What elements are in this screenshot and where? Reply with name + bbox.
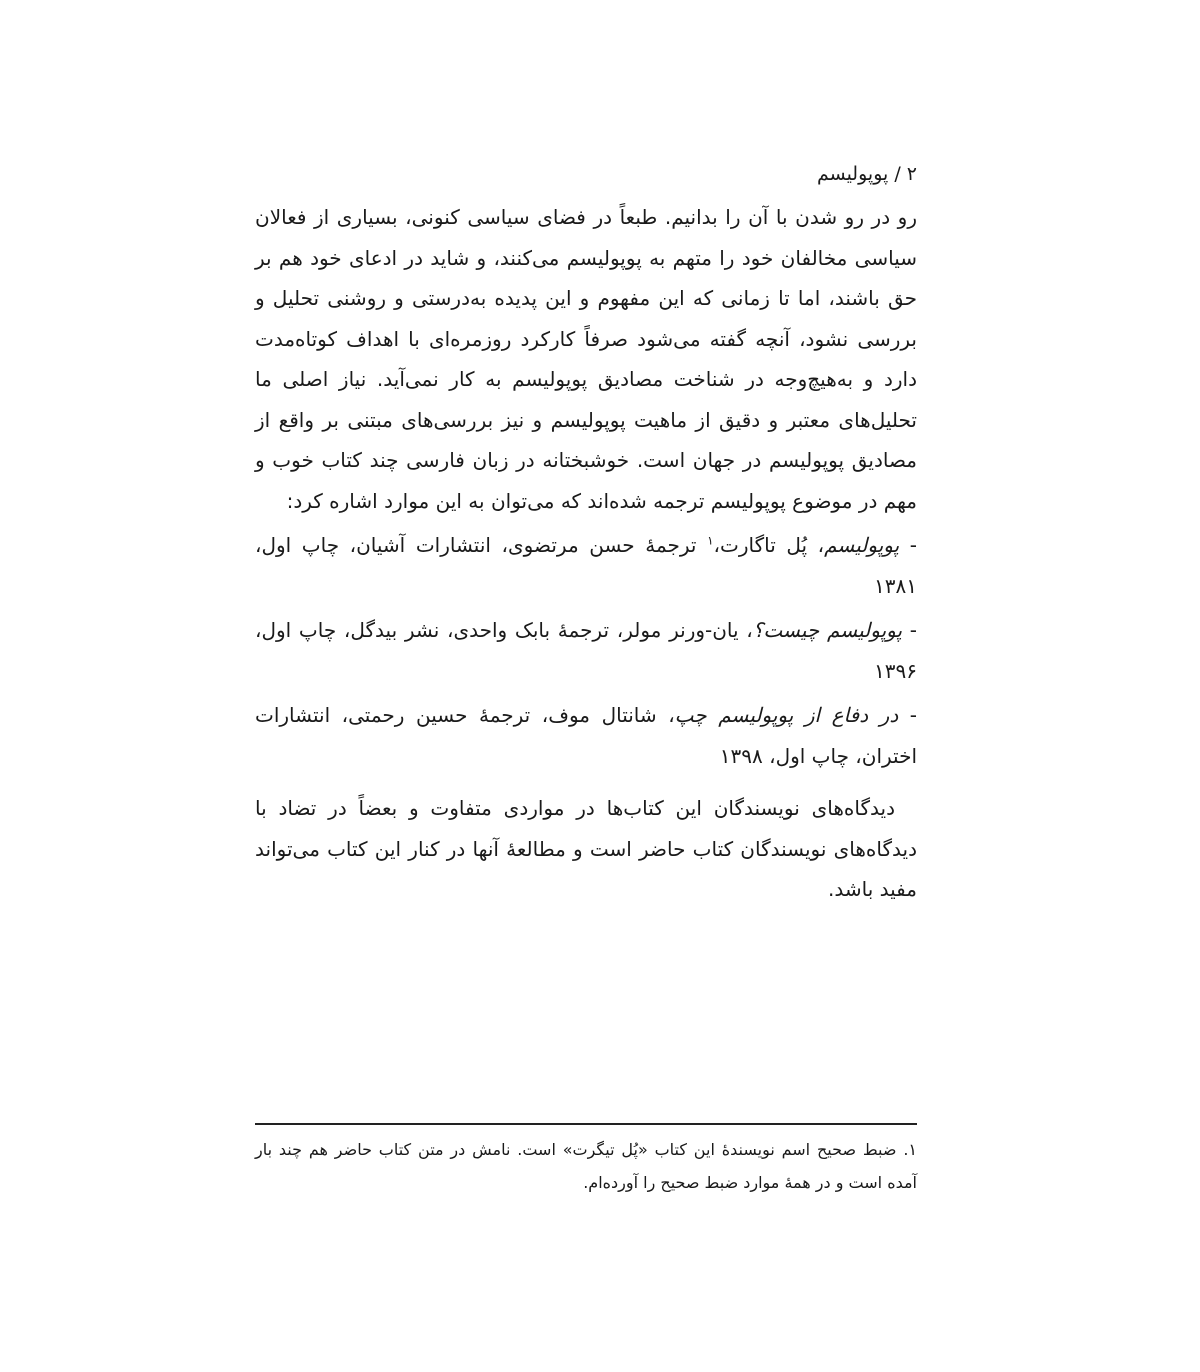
- footnote-marker: ۱: [707, 533, 714, 548]
- reference-details: ، شانتال موف، ترجمهٔ حسین رحمتی، انتشارات اختران، چاپ اول، ۱۳۹۸: [255, 703, 917, 768]
- reference-item-3: [255, 695, 917, 776]
- running-head: ۲ / پوپولیسم: [816, 163, 917, 185]
- reference-details: ، یان-ورنر مولر، ترجمهٔ بابک واحدی، نشر بیدگل، چاپ اول، ۱۳۹۶: [255, 618, 917, 683]
- footnote-divider: [255, 1123, 917, 1125]
- reference-title: پوپولیسم چیست؟: [752, 618, 903, 642]
- reference-item-1: [255, 525, 917, 606]
- reference-title: در دفاع از پوپولیسم چپ: [674, 703, 899, 727]
- reference-author: ، پُل تاگارت،: [713, 533, 825, 557]
- reference-dash: -: [899, 533, 917, 557]
- footnote-text: ۱. ضبط صحیح اسم نویسندهٔ این کتاب «پُل تیگرت» است. نامش در متن کتاب حاضر هم چند بار آمده است و در همهٔ موارد ضبط صحیح را آورده‌ام.: [255, 1140, 917, 1192]
- paragraph-intro: رو در رو شدن با آن را بدانیم. طبعاً در فضای سیاسی کنونی، بسیاری از فعالان سیاسی مخالفان خود را متهم به پوپولیسم می‌کنند، و شاید در ادعای خود هم بر حق باشند، اما تا زمانی که این مفهوم و این پدیده به‌درستی و روشنی تحلیل و بررسی نشود، آنچه گفته می‌شود صرفاً کارکرد روزمره‌ای با اهداف کوتاه‌مدت دارد و به‌هیچ‌وجه در شناخت مصادیق پوپولیسم به کار نمی‌آید. نیاز اصلی ما تحلیل‌های معتبر و دقیق از ماهیت پوپولیسم و نیز بررسی‌های مبتنی بر واقع از مصادیق پوپولیسم در جهان است. خوشبختانه در زبان فارسی چند کتاب خوب و مهم در موضوع پوپولیسم ترجمه شده‌اند که می‌توان به این موارد اشاره کرد:: [255, 205, 917, 513]
- reference-title: پوپولیسم: [824, 533, 900, 557]
- body-text: [255, 197, 917, 910]
- reference-dash: -: [902, 618, 917, 642]
- book-page: [255, 0, 917, 1372]
- footnote: [255, 1133, 917, 1199]
- reference-dash: -: [898, 703, 918, 727]
- reference-item-2: [255, 610, 917, 691]
- paragraph-closing: دیدگاه‌های نویسندگان این کتاب‌ها در مواردی متفاوت و بعضاً در تضاد با دیدگاه‌های نویسندگان کتاب حاضر است و مطالعهٔ آنها در کنار این کتاب می‌تواند مفید باشد.: [255, 796, 917, 901]
- reference-details: ترجمهٔ حسن مرتضوی، انتشارات آشیان، چاپ اول، ۱۳۸۱: [255, 533, 917, 598]
